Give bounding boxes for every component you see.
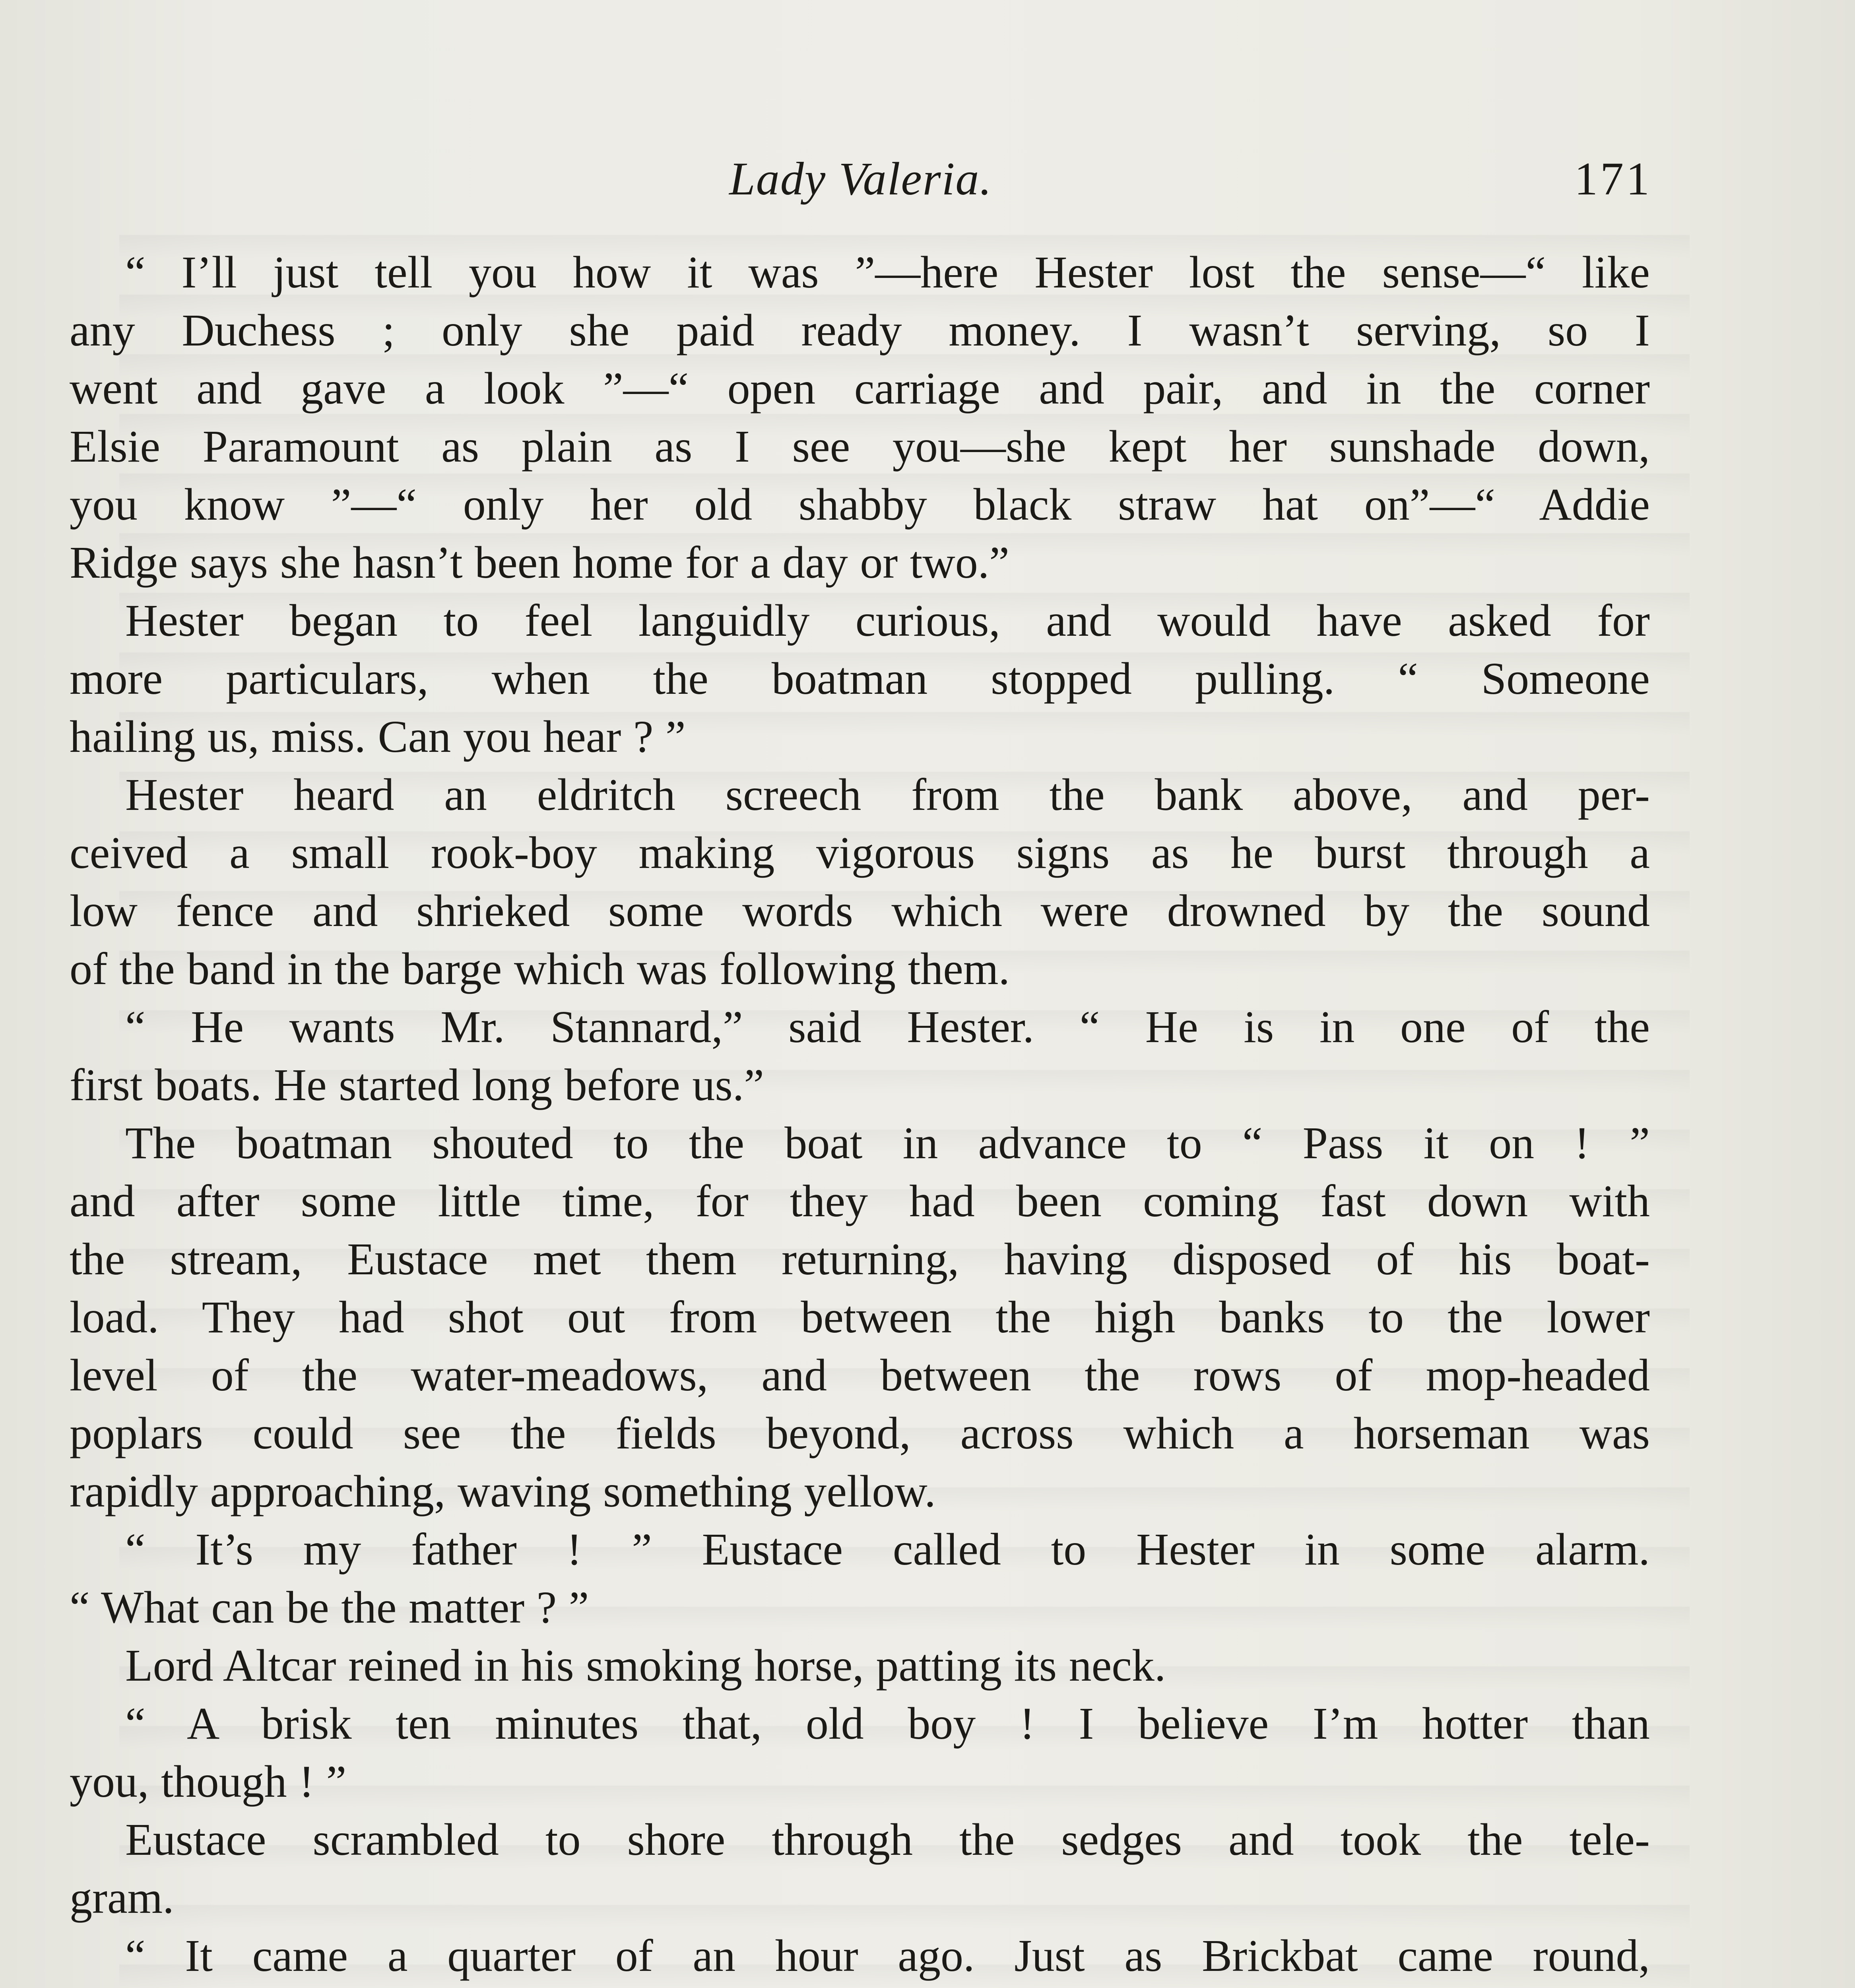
text-line: load. They had shot out from between the high banks to the lower: [70, 1292, 1650, 1342]
text-line: level of the water-meadows, and between the rows of mop-headed: [70, 1350, 1650, 1400]
text-line: The boatman shouted to the boat in advance to “ Pass it on ! ”: [125, 1118, 1650, 1168]
text-line: Hester heard an eldritch screech from the bank above, and per-: [125, 769, 1650, 820]
page-header: [70, 149, 1652, 213]
text-line: you know ”—“ only her old shabby black straw hat on”—“ Addie: [70, 479, 1650, 530]
text-line: [70, 1985, 1650, 1988]
text-line: “ He wants Mr. Stannard,” said Hester. “ He is in one of the: [125, 1002, 1650, 1052]
text-line: and after some little time, for they had been coming fast down with: [70, 1176, 1650, 1226]
text-line: ceived a small rook-boy making vigorous signs as he burst through a: [70, 827, 1650, 878]
text-line: of the band in the barge which was following them.: [70, 944, 1010, 994]
text-line: Eustace scrambled to shore through the sedges and took the tele-: [125, 1814, 1650, 1865]
body-text: [70, 243, 1650, 1988]
text-line: you, though ! ”: [70, 1756, 347, 1807]
text-line: hailing us, miss. Can you hear ? ”: [70, 711, 686, 762]
text-line: “ It came a quarter of an hour ago. Just as Brickbat came round,: [125, 1930, 1650, 1981]
text-line: any Duchess ; only she paid ready money. I wasn’t serving, so I: [70, 305, 1650, 355]
text-line: Ridge says she hasn’t been home for a day or two.”: [70, 537, 1009, 588]
running-title: Lady Valeria.: [729, 153, 992, 205]
text-line: rapidly approaching, waving something yellow.: [70, 1466, 936, 1516]
page-number: 171: [1574, 153, 1652, 205]
text-line: “ I’ll just tell you how it was ”—here Hester lost the sense—“ like: [125, 247, 1650, 297]
text-line: “ What can be the matter ? ”: [70, 1582, 589, 1633]
text-line: gram.: [70, 1872, 174, 1923]
text-line: low fence and shrieked some words which were drowned by the sound: [70, 885, 1650, 936]
text-line: “ It’s my father ! ” Eustace called to Hester in some alarm.: [125, 1524, 1650, 1574]
text-line: poplars could see the fields beyond, across which a horseman was: [70, 1408, 1650, 1458]
text-line: more particulars, when the boatman stopped pulling. “ Someone: [70, 653, 1650, 704]
text-line: Hester began to feel languidly curious, and would have asked for: [125, 595, 1650, 646]
text-line: first boats. He started long before us.”: [70, 1060, 764, 1110]
text-line: “ A brisk ten minutes that, old boy ! I believe I’m hotter than: [125, 1698, 1650, 1749]
text-line: went and gave a look ”—“ open carriage and pair, and in the corner: [70, 363, 1650, 414]
text-line: the stream, Eustace met them returning, having disposed of his boat-: [70, 1234, 1650, 1284]
text-line: Lord Altcar reined in his smoking horse, patting its neck.: [125, 1640, 1166, 1691]
text-line: Elsie Paramount as plain as I see you—she kept her sunshade down,: [70, 421, 1650, 472]
